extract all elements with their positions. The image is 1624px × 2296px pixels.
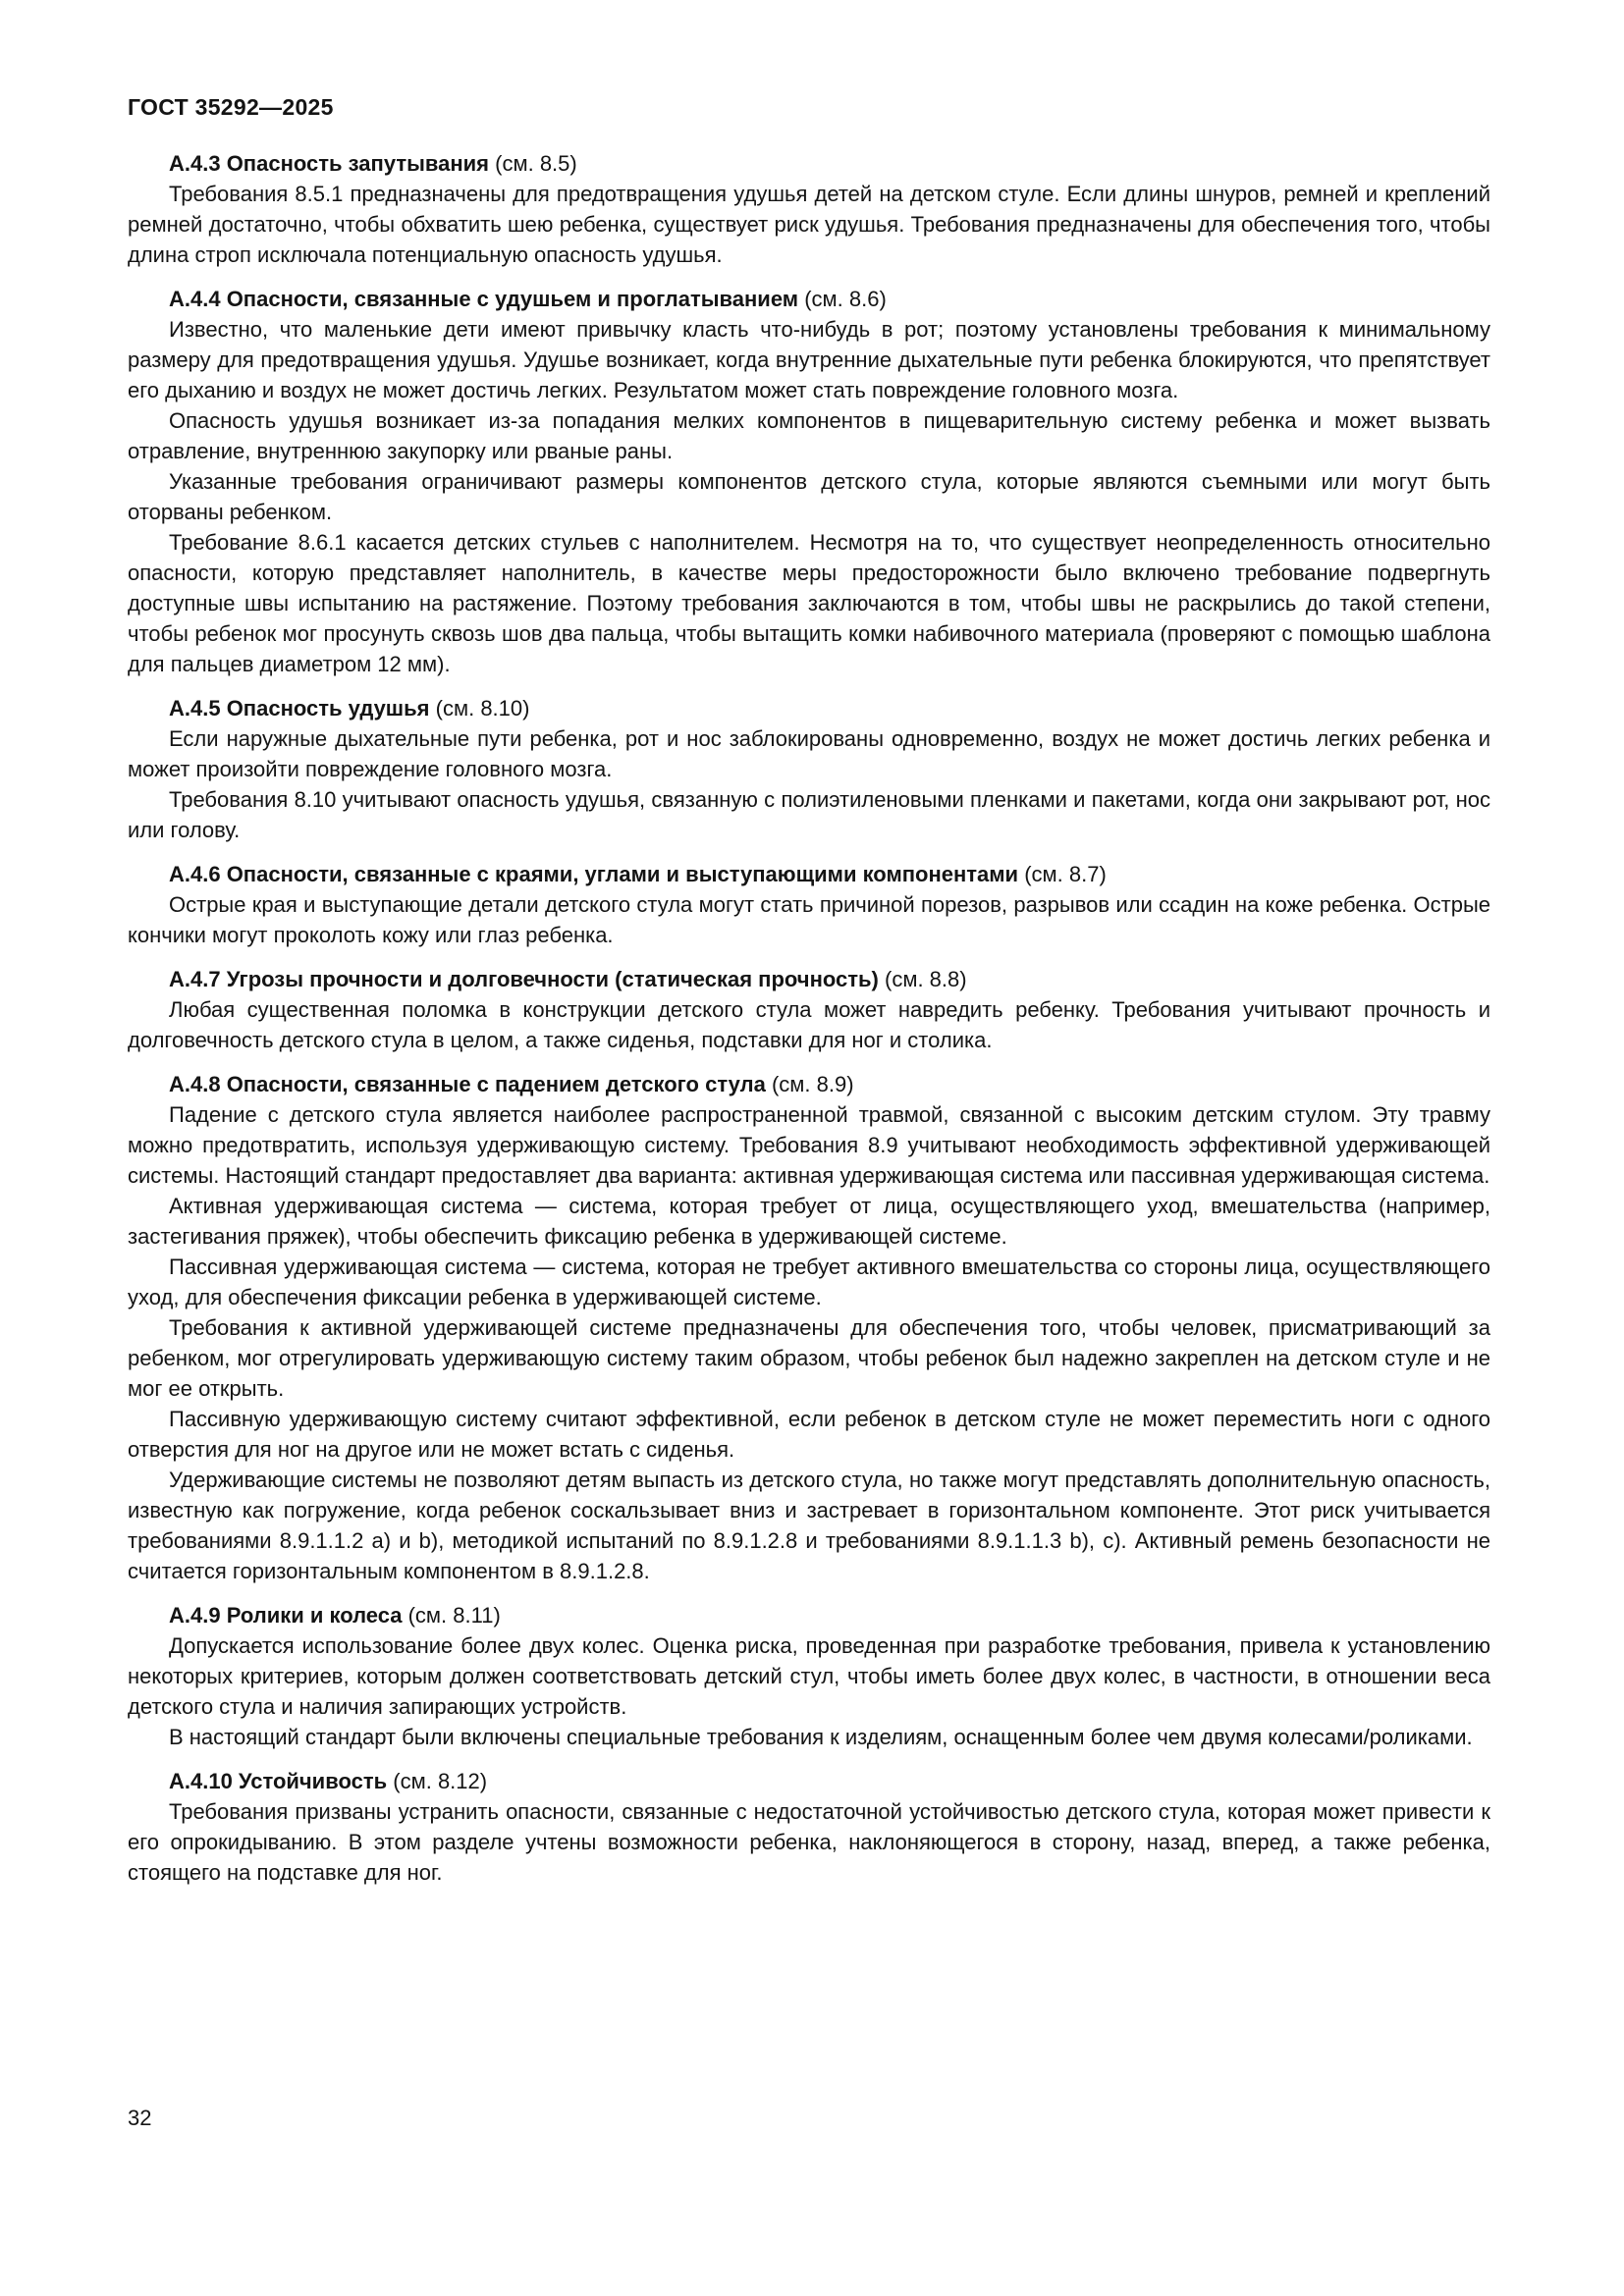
- paragraph: Пассивную удерживающую систему считают эффективной, если ребенок в детском стуле не может переместить ноги с одного отверстия для ног на другое или не может встать с сиденья.: [128, 1407, 1490, 1462]
- document-section: [128, 859, 1490, 950]
- paragraph: Острые края и выступающие детали детского стула могут стать причиной порезов, разрывов или ссадин на коже ребенка. Острые кончики могут проколоть кожу или глаз ребенка.: [128, 892, 1490, 947]
- section-see-reference: (см. 8.7): [1024, 862, 1107, 886]
- section-title: А.4.5 Опасность удушья: [169, 696, 430, 721]
- section-heading: [128, 148, 1490, 179]
- section-see-reference: (см. 8.10): [435, 696, 530, 721]
- section-heading: [128, 1766, 1490, 1796]
- paragraph: Допускается использование более двух колес. Оценка риска, проведенная при разработке требования, привела к установлению некоторых критериев, которым должен соответствовать детский стул, чтобы иметь более двух колес, в частности, в отношении веса детского стула и наличия запирающих устройств.: [128, 1633, 1490, 1719]
- section-title: А.4.8 Опасности, связанные с падением детского стула: [169, 1072, 766, 1096]
- paragraph: Пассивная удерживающая система — система, которая не требует активного вмешательства со стороны лица, осуществляющего уход, для обеспечения фиксации ребенка в удерживающей системе.: [128, 1255, 1490, 1309]
- paragraph: Активная удерживающая система — система, которая требует от лица, осуществляющего уход, вмешательства (например, застегивания пряжек), чтобы обеспечить фиксацию ребенка в удерживающей системе.: [128, 1194, 1490, 1249]
- section-heading: [128, 859, 1490, 889]
- paragraph: Удерживающие системы не позволяют детям выпасть из детского стула, но также могут представлять дополнительную опасность, известную как погружение, когда ребенок соскальзывает вниз и застревает в горизонтальном компоненте. Этот риск учитывается требованиями 8.9.1.1.2 а) и b), методикой испытаний по 8.9.1.2.8 и требованиями 8.9.1.1.3 b), с). Активный ремень безопасности не считается горизонтальным компонентом в 8.9.1.2.8.: [128, 1468, 1490, 1583]
- paragraph: Падение с детского стула является наиболее распространенной травмой, связанной с высоким детским стулом. Эту травму можно предотвратить, используя удерживающую систему. Требования 8.9 учитывают необходимость эффективной удерживающей системы. Настоящий стандарт предоставляет два варианта: активная удерживающая система или пассивная удерживающая система.: [128, 1102, 1490, 1188]
- paragraph: Требования к активной удерживающей системе предназначены для обеспечения того, чтобы человек, присматривающий за ребенком, мог отрегулировать удерживающую систему таким образом, чтобы ребенок был надежно закреплен на детском стуле и не мог ее открыть.: [128, 1315, 1490, 1401]
- document-section: [128, 964, 1490, 1055]
- document-section: [128, 284, 1490, 679]
- paragraph: Любая существенная поломка в конструкции детского стула может навредить ребенку. Требования учитывают прочность и долговечность детского стула в целом, а также сиденья, подставки для ног и столика.: [128, 997, 1490, 1052]
- paragraph: Требования призваны устранить опасности, связанные с недостаточной устойчивостью детского стула, которая может привести к его опрокидыванию. В этом разделе учтены возможности ребенка, наклоняющегося в сторону, назад, вперед, а также ребенка, стоящего на подставке для ног.: [128, 1799, 1490, 1885]
- document-section: [128, 148, 1490, 270]
- paragraph: Требование 8.6.1 касается детских стульев с наполнителем. Несмотря на то, что существует неопределенность относительно опасности, которую представляет наполнитель, в качестве меры предосторожности было включено требование подвергнуть доступные швы испытанию на растяжение. Поэтому требования заключаются в том, чтобы швы не раскрылись до такой степени, чтобы ребенок мог просунуть сквозь шов два пальца, чтобы вытащить комки набивочного материала (проверяют с помощью шаблона для пальцев диаметром 12 мм).: [128, 530, 1490, 676]
- section-title: А.4.7 Угрозы прочности и долговечности (статическая прочность): [169, 967, 879, 991]
- section-heading: [128, 693, 1490, 723]
- document-body: [128, 148, 1490, 1888]
- section-title: А.4.4 Опасности, связанные с удушьем и проглатыванием: [169, 287, 799, 311]
- section-title: А.4.9 Ролики и колеса: [169, 1603, 403, 1628]
- section-see-reference: (см. 8.5): [495, 151, 577, 176]
- paragraph: В настоящий стандарт были включены специальные требования к изделиям, оснащенным более чем двумя колесами/роликами.: [169, 1725, 1473, 1749]
- section-title: А.4.10 Устойчивость: [169, 1769, 388, 1793]
- document-header: ГОСТ 35292—2025: [128, 94, 334, 120]
- section-see-reference: (см. 8.8): [885, 967, 967, 991]
- document-section: [128, 1766, 1490, 1888]
- paragraph: Требования 8.10 учитывают опасность удушья, связанную с полиэтиленовыми пленками и пакетами, когда они закрывают рот, нос или голову.: [128, 787, 1490, 842]
- document-section: [128, 693, 1490, 845]
- paragraph: Указанные требования ограничивают размеры компонентов детского стула, которые являются съемными или могут быть оторваны ребенком.: [128, 469, 1490, 524]
- paragraph: Опасность удушья возникает из-за попадания мелких компонентов в пищеварительную систему ребенка и может вызвать отравление, внутреннюю закупорку или рваные раны.: [128, 408, 1490, 463]
- section-see-reference: (см. 8.11): [407, 1603, 501, 1628]
- section-heading: [128, 284, 1490, 314]
- section-see-reference: (см. 8.9): [771, 1072, 854, 1096]
- section-see-reference: (см. 8.12): [393, 1769, 488, 1793]
- section-title: А.4.6 Опасности, связанные с краями, углами и выступающими компонентами: [169, 862, 1019, 886]
- document-section: [128, 1600, 1490, 1752]
- paragraph: Требования 8.5.1 предназначены для предотвращения удушья детей на детском стуле. Если длины шнуров, ремней и креплений ремней достаточно, чтобы обхватить шею ребенка, существует риск удушья. Требования предназначены для обеспечения того, чтобы длина строп исключала потенциальную опасность удушья.: [128, 182, 1490, 267]
- section-see-reference: (см. 8.6): [804, 287, 887, 311]
- page-number: 32: [128, 2106, 152, 2130]
- section-heading: [128, 1600, 1490, 1630]
- section-heading: [128, 964, 1490, 994]
- paragraph: Известно, что маленькие дети имеют привычку класть что-нибудь в рот; поэтому установлены требования к минимальному размеру для предотвращения удушья. Удушье возникает, когда внутренние дыхательные пути ребенка блокируются, что препятствует его дыханию и воздух не может достичь легких. Результатом может стать повреждение головного мозга.: [128, 317, 1490, 402]
- section-heading: [128, 1069, 1490, 1099]
- document-section: [128, 1069, 1490, 1586]
- section-title: А.4.3 Опасность запутывания: [169, 151, 490, 176]
- paragraph: Если наружные дыхательные пути ребенка, рот и нос заблокированы одновременно, воздух не может достичь легких ребенка и может произойти повреждение головного мозга.: [128, 726, 1490, 781]
